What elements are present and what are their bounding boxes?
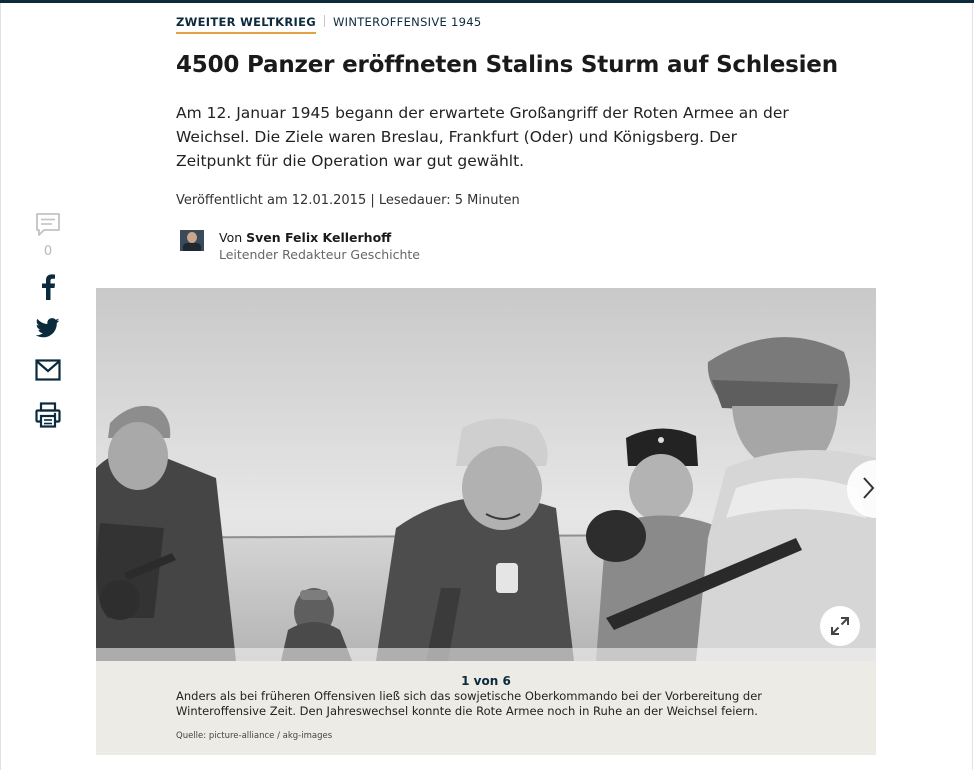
print-icon [35, 402, 61, 428]
mail-share-button[interactable] [32, 359, 64, 381]
twitter-share-button[interactable] [32, 318, 64, 338]
author-prefix: Von [219, 230, 243, 245]
author-name-link[interactable]: Sven Felix Kellerhoff [246, 230, 392, 245]
page-title: 4500 Panzer eröffneten Stalins Sturm auf Schlesien [176, 52, 838, 78]
gallery-photo[interactable] [96, 288, 876, 661]
page-border-left [0, 3, 1, 770]
avatar[interactable] [180, 230, 204, 251]
kicker [176, 15, 482, 34]
comment-count: 0 [43, 244, 53, 259]
author-role: Leitender Redakteur Geschichte [219, 247, 420, 262]
caption-text: Anders als bei früheren Offensiven ließ sich das sowjetische Oberkommando bei der Vorbereitung der Winteroffensive Zeit. Den Jahreswechsel konnte die Rote Armee noch in Ruhe an der Weichsel feiern. [176, 689, 763, 718]
comment-button[interactable] [32, 212, 64, 238]
photo-source: Quelle: picture-alliance / akg-images [176, 731, 333, 741]
kicker-separator [324, 15, 325, 27]
comment-icon [35, 212, 61, 238]
print-button[interactable] [32, 402, 64, 428]
top-accent-bar [0, 0, 974, 3]
kicker-subcategory: WINTEROFFENSIVE 1945 [332, 15, 482, 29]
soldiers-photo [96, 288, 876, 661]
gallery-caption [96, 661, 876, 755]
expand-icon [830, 616, 850, 636]
gallery-counter: 1 von 6 [461, 674, 511, 688]
facebook-share-button[interactable] [32, 274, 64, 300]
chevron-right-icon [861, 474, 876, 502]
page-border-right [972, 3, 973, 770]
article-lead: Am 12. Januar 1945 begann der erwartete Großangriff der Roten Armee an der Weichsel. Die Ziele waren Breslau, Frankfurt (Oder) und Königsberg. Der Zeitpunkt für die Operation war gut gewählt. [176, 104, 789, 170]
fullscreen-button[interactable] [820, 606, 860, 646]
publish-meta: Veröffentlicht am 12.01.2015 | Lesedauer: 5 Minuten [176, 193, 520, 208]
mail-icon [35, 359, 61, 381]
facebook-icon [40, 274, 56, 300]
kicker-category-link[interactable]: ZWEITER WELTKRIEG [176, 15, 316, 34]
twitter-icon [36, 318, 60, 338]
author-byline [219, 230, 391, 245]
